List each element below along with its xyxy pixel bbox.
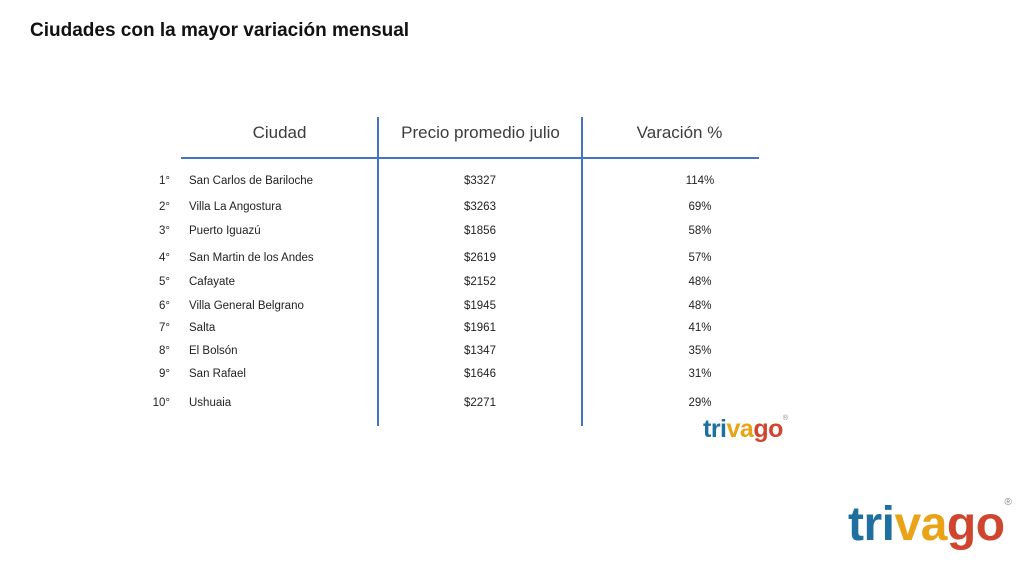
price-cell: $1646 [464, 368, 496, 380]
header-city: Ciudad [252, 123, 307, 142]
price-cell: $1961 [464, 322, 496, 334]
price-cell: $2271 [464, 397, 496, 409]
variation-cell: 69% [688, 201, 712, 213]
variation-cell: 35% [688, 345, 712, 357]
city-cell: San Carlos de Bariloche [189, 175, 314, 187]
price-cell: $1856 [464, 225, 496, 237]
table-row [0, 394, 1024, 412]
variation-cell: 114% [685, 175, 715, 187]
price-cell: $3327 [464, 175, 496, 187]
rank-cell: 1° [159, 175, 170, 187]
rank-cell: 2° [159, 201, 170, 213]
rank-cell: 10° [152, 397, 170, 409]
rank-cell: 5° [159, 276, 170, 288]
price-cell: $1945 [464, 300, 496, 312]
city-cell: Puerto Iguazú [189, 225, 261, 237]
rank-cell: 9° [159, 368, 170, 380]
header-variation: Varación % [636, 123, 723, 142]
city-cell: El Bolsón [189, 345, 238, 357]
variation-cell: 58% [688, 225, 712, 237]
price-cell: $1347 [464, 345, 496, 357]
logo-part-tri: tri [703, 415, 727, 443]
city-cell: Villa General Belgrano [189, 300, 304, 312]
logo-registered-mark: ® [1004, 497, 1012, 508]
page-title: Ciudades con la mayor variación mensual [30, 20, 410, 41]
table-row [0, 365, 1024, 383]
rank-cell: 3° [159, 225, 170, 237]
logo-part-go: go [946, 498, 1005, 551]
city-cell: Villa La Angostura [189, 201, 282, 213]
logo-part-go: go [753, 415, 783, 443]
price-cell: $3263 [464, 201, 496, 213]
variation-cell: 48% [688, 276, 712, 288]
rank-cell: 6° [159, 300, 170, 312]
table-row [0, 319, 1024, 337]
variation-cell: 41% [688, 322, 712, 334]
rank-cell: 8° [159, 345, 170, 357]
header-price: Precio promedio julio [401, 123, 560, 142]
city-cell: San Rafael [189, 368, 246, 380]
city-cell: San Martin de los Andes [189, 252, 314, 264]
trivago-logo-large [848, 497, 1011, 552]
variation-cell: 57% [688, 252, 712, 264]
logo-registered-mark: ® [782, 415, 788, 422]
table-row [0, 273, 1024, 291]
logo-part-va: va [726, 415, 754, 443]
table-row [0, 249, 1024, 267]
rank-cell: 7° [159, 322, 170, 334]
logo-part-va: va [894, 498, 947, 551]
variation-cell: 31% [688, 368, 712, 380]
price-cell: $2619 [464, 252, 496, 264]
table-row [0, 222, 1024, 240]
logo-part-tri: tri [848, 498, 895, 551]
variation-cell: 29% [688, 397, 712, 409]
table-row [0, 172, 1024, 190]
variation-cell: 48% [688, 300, 712, 312]
rank-cell: 4° [159, 252, 170, 264]
price-cell: $2152 [464, 276, 496, 288]
table-row [0, 297, 1024, 315]
table-row [0, 198, 1024, 216]
city-cell: Ushuaia [189, 397, 232, 409]
city-cell: Salta [189, 322, 216, 334]
header-underline [181, 157, 759, 159]
table-row [0, 342, 1024, 360]
city-cell: Cafayate [189, 276, 236, 288]
trivago-logo-small [703, 415, 788, 444]
